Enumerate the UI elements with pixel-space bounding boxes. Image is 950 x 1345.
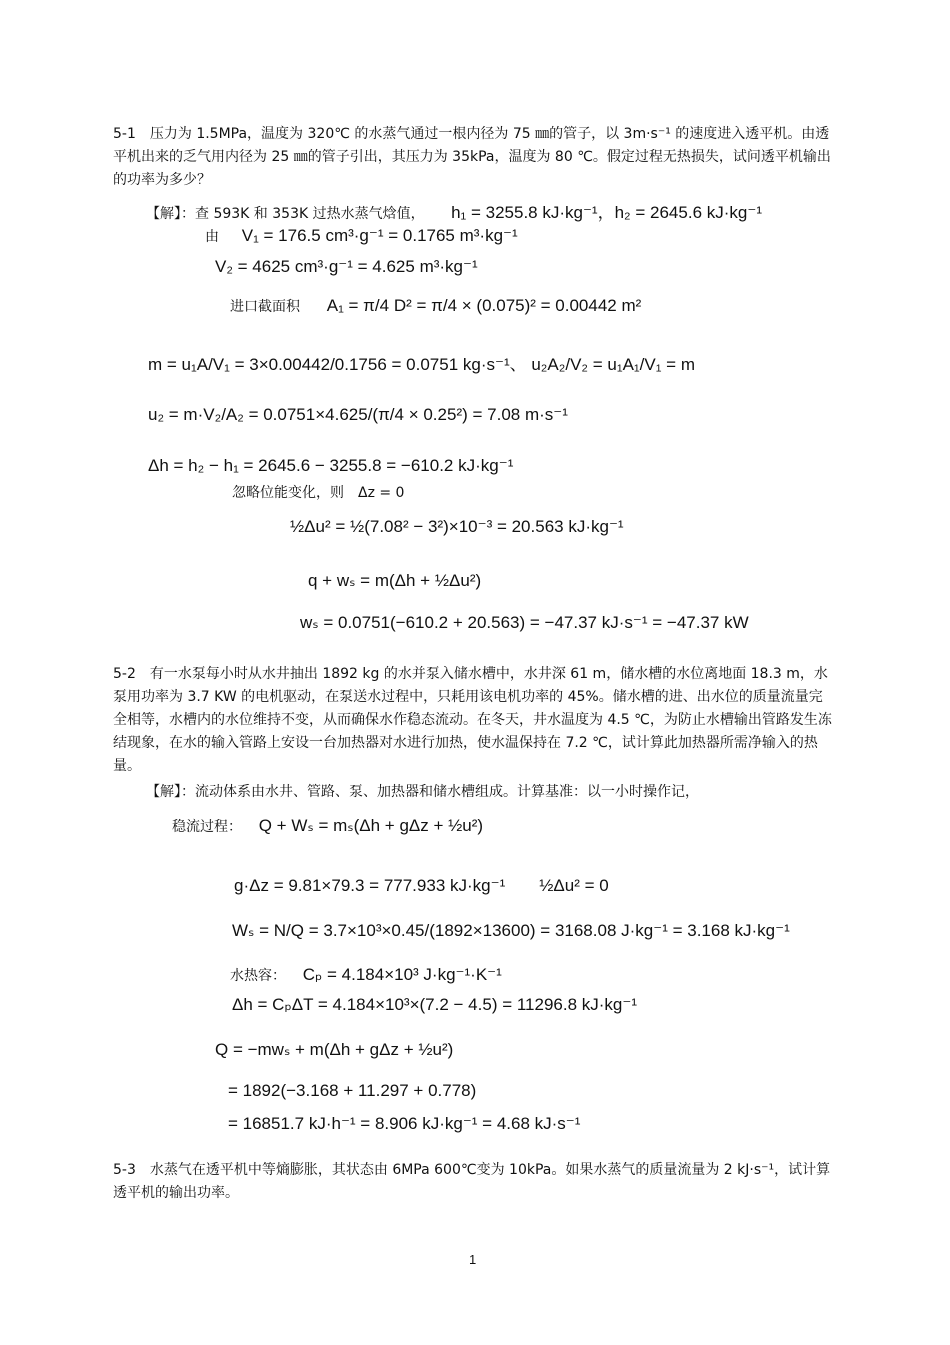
inlet-area (230, 296, 641, 316)
enthalpy-change-equation: Δh = h₂ − h₁ = 2645.6 − 3255.8 = −610.2 kJ·kg⁻¹ (148, 456, 514, 475)
v1-equation: V₁ = 176.5 cm³·g⁻¹ = 0.1765 m³·kg⁻¹ (241, 226, 518, 245)
heat-equation: Q = −mwₛ + m(Δh + gΔz + ½u²) (215, 1040, 454, 1059)
heat-capacity-value: Cₚ = 4.184×10³ J·kg⁻¹·K⁻¹ (302, 965, 502, 984)
area-label: 进口截面积 (230, 299, 300, 315)
problem-5-2-statement: 5-2 有一水泵每小时从水井抽出 1892 kg 的水并泵入储水槽中，水井深 61 m，储水槽的水位离地面 18.3 m，水泵用功率为 3.7 KW 的电机驱动，在泵送水过程中，只耗用该电机功率的 45%。储水槽的进、出水位的质量流量完全相等，水槽内的水位维持不变，从而确保水作稳态流动。在冬天，井水温度为 4.5 ℃，为防止水槽输出管路发生冻结现象，在水的输入管路上安设一台加热器对水进行加热，使水温保持在 7.2 ℃，试计算此加热器所需净输入的热量。 (113, 666, 832, 774)
outlet-velocity-equation: u₂ = m·V₂/A₂ = 0.0751×4.625/(π/4 × 0.25²) = 7.08 m·s⁻¹ (148, 405, 568, 424)
steady-flow-formula: Q + Wₛ = mₛ(Δh + gΔz + ½u²) (258, 816, 484, 835)
solution-intro-text: 【解】：查 593K 和 353K 过热水蒸气焓值， (146, 206, 425, 222)
potential-energy-equation: g·Δz = 9.81×79.3 = 777.933 kJ·kg⁻¹ ½Δu² = 0 (234, 876, 609, 895)
problem-5-1-statement: 5-1 压力为 1.5MPa，温度为 320℃ 的水蒸气通过一根内径为 75 ㎜的管子，以 3m·s⁻¹ 的速度进入透平机。由透平机出来的乏气用内径为 25 ㎜的管子引出，其压力为 35kPa，温度为 80 ℃。假定过程无热损失，试问透平机输出的功率为多少？ (113, 126, 831, 188)
heat-capacity-line (230, 965, 502, 985)
by-label: 由 (205, 229, 219, 245)
steady-flow-label: 稳流过程： (172, 819, 242, 835)
enthalpy-change-5-2: Δh = CₚΔT = 4.184×10³×(7.2 − 4.5) = 11296.8 kJ·kg⁻¹ (232, 995, 638, 1014)
kinetic-energy-equation: ½Δu² = ½(7.08² − 3²)×10⁻³ = 20.563 kJ·kg⁻¹ (290, 517, 624, 536)
enthalpy-values: h₁ = 3255.8 kJ·kg⁻¹，h₂ = 2645.6 kJ·kg⁻¹ (451, 203, 762, 222)
problem-5-3-statement: 5-3 水蒸气在透平机中等熵膨胀，其状态由 6MPa 600℃变为 10kPa。如果水蒸气的质量流量为 2 kJ·s⁻¹，试计算透平机的输出功率。 (113, 1162, 831, 1201)
mass-flow-equation: m = u₁A/V₁ = 3×0.00442/0.1756 = 0.0751 kg·s⁻¹、 u₂A₂/V₂ = u₁A₁/V₁ = m (148, 355, 695, 374)
heat-result: = 16851.7 kJ·h⁻¹ = 8.906 kJ·kg⁻¹ = 4.68 kJ·s⁻¹ (228, 1114, 581, 1133)
solution-5-2-intro: 【解】：流动体系由水井、管路、泵、加热器和储水槽组成。计算基准：以一小时操作记， (146, 784, 699, 800)
specific-volume-2: V₂ = 4625 cm³·g⁻¹ = 4.625 m³·kg⁻¹ (215, 257, 478, 276)
page-number: 1 (469, 1252, 477, 1267)
pump-work-equation: Wₛ = N/Q = 3.7×10³×0.45/(1892×13600) = 3168.08 J·kg⁻¹ = 3.168 kJ·kg⁻¹ (232, 921, 790, 940)
shaft-work-result: wₛ = 0.0751(−610.2 + 20.563) = −47.37 kJ·s⁻¹ = −47.37 kW (300, 613, 749, 632)
solution-5-1-intro (146, 198, 762, 223)
steady-flow-equation (172, 816, 483, 836)
potential-energy-note: 忽略位能变化，则 Δz = 0 (232, 485, 405, 501)
heat-capacity-label: 水热容： (230, 968, 286, 984)
heat-substitution: = 1892(−3.168 + 11.297 + 0.778) (228, 1081, 477, 1100)
energy-balance-equation: q + wₛ = m(Δh + ½Δu²) (308, 571, 482, 590)
specific-volume-1 (205, 226, 518, 246)
area-equation: A₁ = π/4 D² = π/4 × (0.075)² = 0.00442 m² (326, 296, 642, 315)
